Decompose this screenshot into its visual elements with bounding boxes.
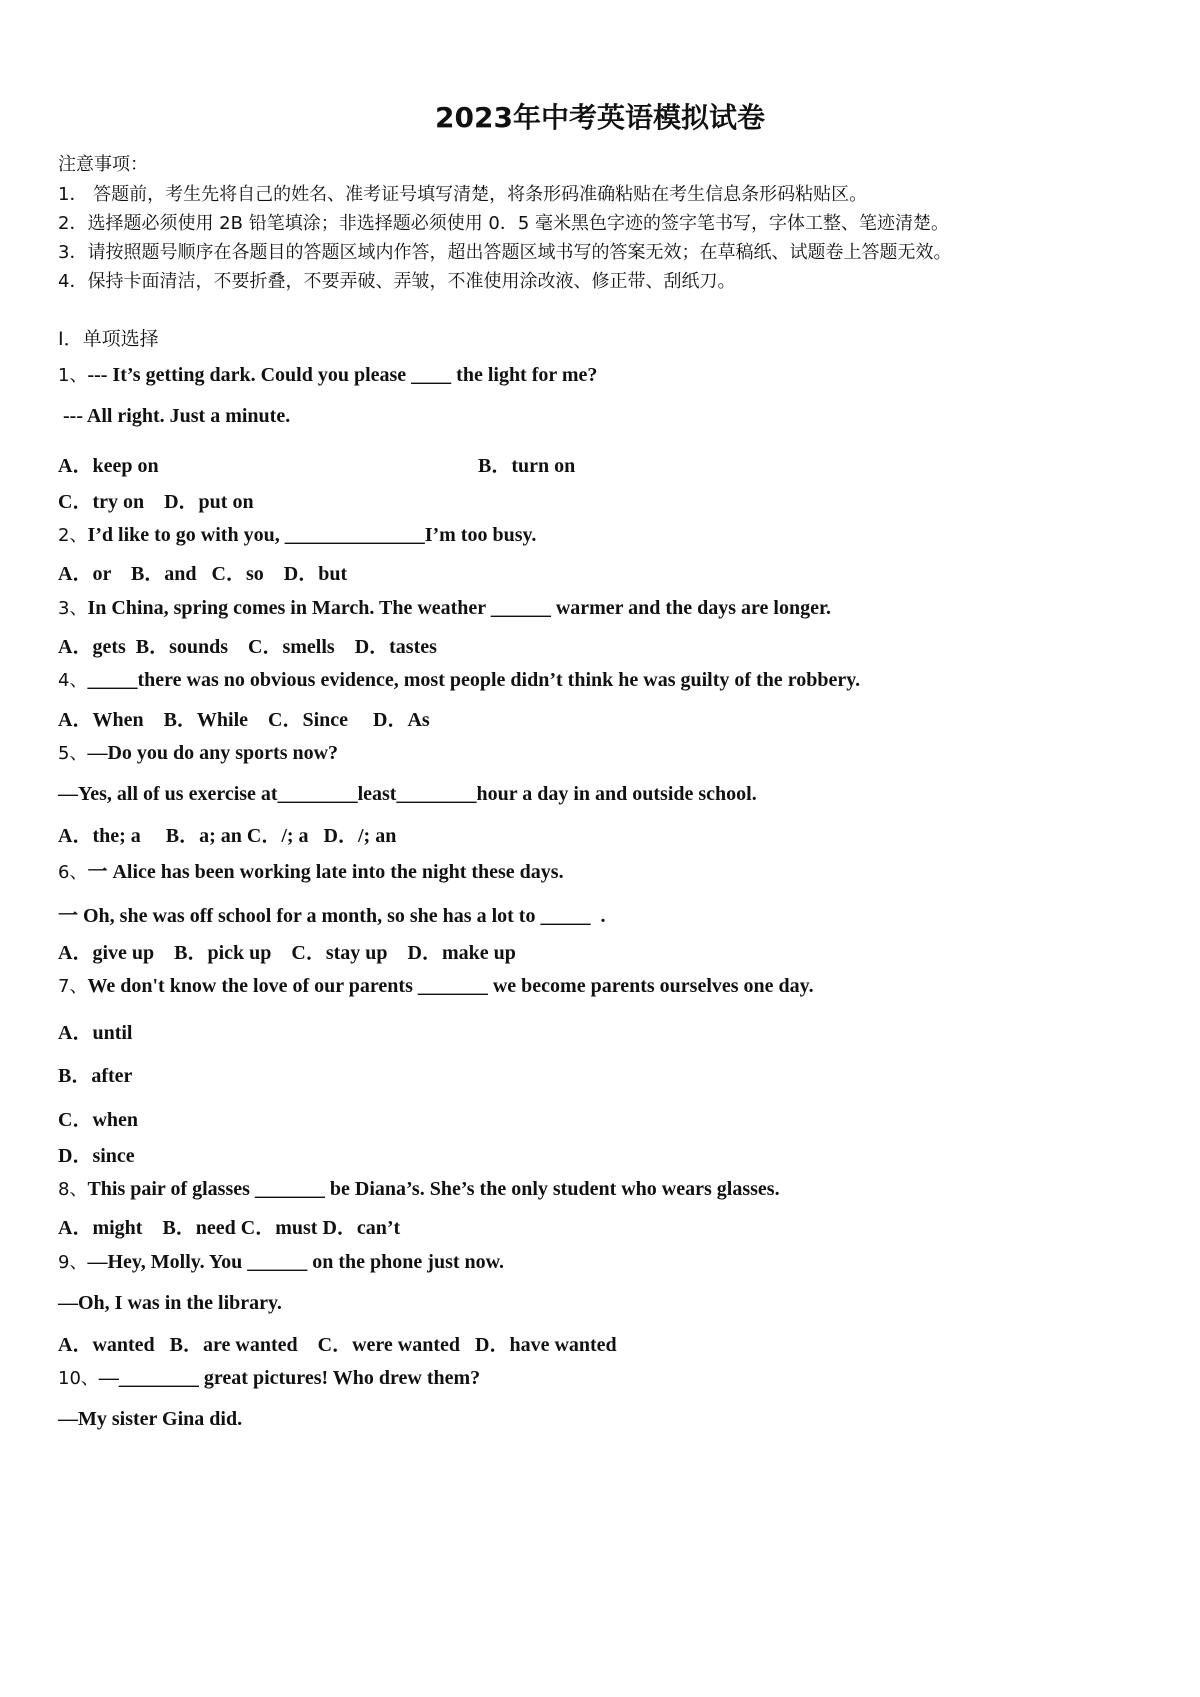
option-d: D．since: [58, 1145, 135, 1167]
question-number: 6、: [58, 862, 88, 883]
question-3: [58, 594, 831, 620]
question-6: [58, 855, 564, 884]
question-2-options: A．or B．and C．so D．but: [58, 563, 348, 585]
question-text: We don't know the love of our parents _______ we become parents ourselves one day.: [87, 975, 814, 997]
question-text: _____there was no obvious evidence, most people didn’t think he was guilty of the robbery.: [87, 669, 861, 691]
question-number: 10、: [58, 1368, 99, 1389]
question-5: [58, 739, 338, 765]
question-number: 2、: [58, 525, 88, 546]
question-9-reply: —Oh, I was in the library.: [58, 1292, 282, 1314]
question-10: [58, 1364, 480, 1390]
option-b: B．after: [58, 1065, 133, 1087]
note-item: 4．保持卡面清洁，不要折叠，不要弄破、弄皱，不准使用涂改液、修正带、刮纸刀。: [58, 271, 736, 292]
question-5-options: A．the; a B．a; an C．/; a D．/; an: [58, 825, 397, 847]
question-number: 9、: [58, 1252, 88, 1273]
question-text: --- It’s getting dark. Could you please ____ the light for me?: [87, 364, 598, 386]
question-9: [58, 1248, 504, 1274]
question-8: [58, 1175, 780, 1201]
question-text: —Hey, Molly. You ______ on the phone just now.: [87, 1251, 504, 1273]
question-5-reply: —Yes, all of us exercise at________least________hour a day in and outside school.: [58, 783, 757, 805]
question-text: In China, spring comes in March. The weather ______ warmer and the days are longer.: [87, 597, 831, 619]
option-c: C．when: [58, 1109, 139, 1131]
section-heading: Ⅰ．单项选择: [58, 328, 159, 350]
question-text: I’d like to go with you, ______________I’m too busy.: [87, 524, 537, 546]
option-a: A．keep on: [58, 455, 159, 477]
question-10-reply: —My sister Gina did.: [58, 1408, 243, 1430]
question-number: 1、: [58, 365, 88, 386]
question-1-reply: --- All right. Just a minute.: [58, 405, 291, 427]
question-number: 8、: [58, 1179, 88, 1200]
options-c-d: C．try on D．put on: [58, 491, 254, 513]
note-item: 2．选择题必须使用 2B 铅笔填涂；非选择题必须使用 0．5 毫米黑色字迹的签字笔书写，字体工整、笔迹清楚。: [58, 213, 950, 234]
question-7: [58, 972, 814, 998]
question-text: —Do you do any sports now?: [87, 742, 339, 764]
question-text: —________ great pictures! Who drew them?: [98, 1367, 481, 1389]
question-4: [58, 666, 860, 692]
question-number: 3、: [58, 598, 88, 619]
question-1: [58, 361, 597, 387]
notes-heading: 注意事项：: [58, 154, 148, 175]
question-4-options: A．When B．While C．Since D．As: [58, 709, 430, 731]
question-9-options: A．wanted B．are wanted C．were wanted D．have wanted: [58, 1334, 617, 1356]
question-number: 7、: [58, 976, 88, 997]
question-text: This pair of glasses _______ be Diana’s. She’s the only student who wears glasses.: [87, 1178, 780, 1200]
question-6-options: A．give up B．pick up C．stay up D．make up: [58, 942, 516, 964]
note-item: 1． 答题前，考生先将自己的姓名、准考证号填写清楚，将条形码准确粘贴在考生信息条形码粘贴区。: [58, 184, 868, 205]
option-a: A．until: [58, 1022, 133, 1044]
question-3-options: A．gets B．sounds C．smells D．tastes: [58, 636, 437, 658]
question-8-options: A．might B．need C．must D．can’t: [58, 1217, 401, 1239]
question-2: [58, 521, 536, 547]
question-number: 5、: [58, 743, 88, 764]
option-b: B．turn on: [478, 455, 576, 477]
page-title: 2023年中考英语模拟试卷: [435, 101, 765, 134]
question-text: 一 Alice has been working late into the night these days.: [87, 861, 564, 883]
note-item: 3．请按照题号顺序在各题目的答题区域内作答，超出答题区域书写的答案无效；在草稿纸、试题卷上答题无效。: [58, 242, 952, 263]
question-number: 4、: [58, 670, 88, 691]
question-6-reply: 一 Oh, she was off school for a month, so she has a lot to _____ .: [58, 905, 606, 927]
